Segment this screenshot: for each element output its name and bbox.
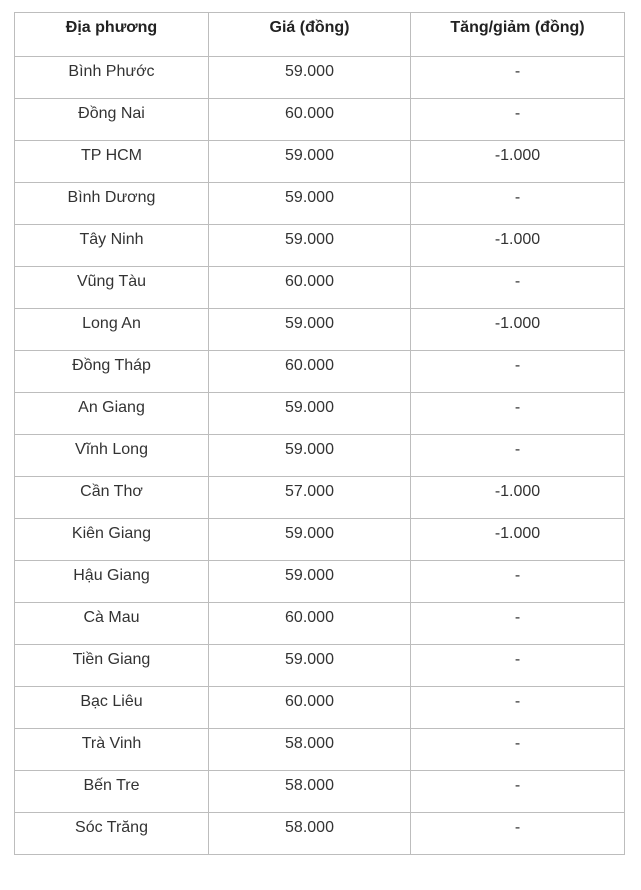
table-row — [15, 267, 625, 309]
price-table-container — [14, 12, 625, 855]
table-row — [15, 309, 625, 351]
cell-change: - — [411, 99, 625, 141]
cell-region: Vĩnh Long — [15, 435, 209, 477]
cell-price: 59.000 — [209, 519, 411, 561]
table-header-row — [15, 13, 625, 57]
cell-change: - — [411, 393, 625, 435]
cell-region: TP HCM — [15, 141, 209, 183]
table-row — [15, 603, 625, 645]
cell-change: - — [411, 813, 625, 855]
cell-region: Hậu Giang — [15, 561, 209, 603]
cell-price: 59.000 — [209, 309, 411, 351]
table-row — [15, 435, 625, 477]
cell-region: Bạc Liêu — [15, 687, 209, 729]
cell-change: - — [411, 435, 625, 477]
cell-price: 59.000 — [209, 561, 411, 603]
cell-change: -1.000 — [411, 519, 625, 561]
cell-region: Long An — [15, 309, 209, 351]
cell-price: 60.000 — [209, 267, 411, 309]
cell-change: - — [411, 729, 625, 771]
cell-change: -1.000 — [411, 141, 625, 183]
cell-region: Trà Vinh — [15, 729, 209, 771]
cell-change: -1.000 — [411, 225, 625, 267]
cell-change: -1.000 — [411, 309, 625, 351]
cell-price: 59.000 — [209, 645, 411, 687]
cell-price: 57.000 — [209, 477, 411, 519]
table-row — [15, 57, 625, 99]
cell-region: Bình Phước — [15, 57, 209, 99]
cell-price: 59.000 — [209, 57, 411, 99]
header-change: Tăng/giảm (đồng) — [411, 13, 625, 57]
table-row — [15, 351, 625, 393]
price-table — [14, 12, 625, 855]
table-row — [15, 771, 625, 813]
cell-change: - — [411, 351, 625, 393]
cell-change: - — [411, 603, 625, 645]
table-row — [15, 729, 625, 771]
cell-price: 59.000 — [209, 141, 411, 183]
cell-region: Kiên Giang — [15, 519, 209, 561]
cell-price: 58.000 — [209, 813, 411, 855]
table-row — [15, 519, 625, 561]
table-row — [15, 561, 625, 603]
table-row — [15, 687, 625, 729]
cell-region: Đồng Nai — [15, 99, 209, 141]
cell-change: - — [411, 645, 625, 687]
table-row — [15, 813, 625, 855]
table-row — [15, 477, 625, 519]
cell-price: 59.000 — [209, 393, 411, 435]
cell-change: - — [411, 183, 625, 225]
cell-region: Cà Mau — [15, 603, 209, 645]
header-region: Địa phương — [15, 13, 209, 57]
cell-region: Tây Ninh — [15, 225, 209, 267]
cell-price: 58.000 — [209, 729, 411, 771]
cell-change: - — [411, 57, 625, 99]
cell-price: 58.000 — [209, 771, 411, 813]
cell-price: 59.000 — [209, 183, 411, 225]
cell-region: Đồng Tháp — [15, 351, 209, 393]
table-body — [15, 57, 625, 855]
table-row — [15, 393, 625, 435]
cell-price: 59.000 — [209, 435, 411, 477]
header-price: Giá (đồng) — [209, 13, 411, 57]
table-row — [15, 99, 625, 141]
cell-region: An Giang — [15, 393, 209, 435]
table-row — [15, 225, 625, 267]
cell-region: Bến Tre — [15, 771, 209, 813]
table-row — [15, 183, 625, 225]
cell-region: Sóc Trăng — [15, 813, 209, 855]
table-row — [15, 645, 625, 687]
cell-price: 60.000 — [209, 603, 411, 645]
cell-region: Cần Thơ — [15, 477, 209, 519]
cell-change: - — [411, 771, 625, 813]
cell-change: - — [411, 687, 625, 729]
cell-price: 59.000 — [209, 225, 411, 267]
cell-price: 60.000 — [209, 351, 411, 393]
cell-region: Vũng Tàu — [15, 267, 209, 309]
cell-change: - — [411, 267, 625, 309]
cell-price: 60.000 — [209, 99, 411, 141]
cell-region: Bình Dương — [15, 183, 209, 225]
table-row — [15, 141, 625, 183]
cell-price: 60.000 — [209, 687, 411, 729]
cell-region: Tiền Giang — [15, 645, 209, 687]
cell-change: - — [411, 561, 625, 603]
cell-change: -1.000 — [411, 477, 625, 519]
